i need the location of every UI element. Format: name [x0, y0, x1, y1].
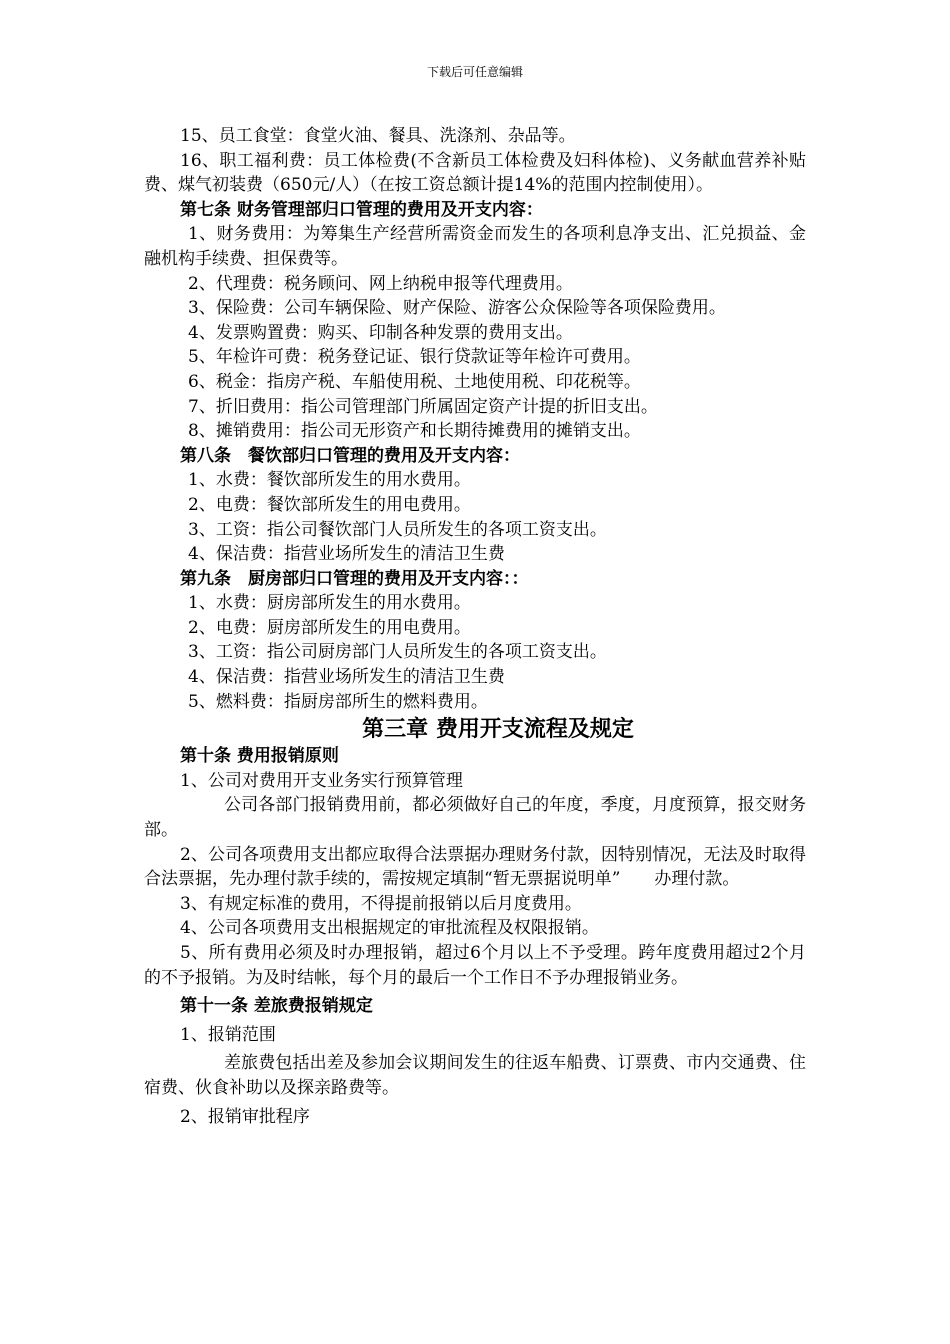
- page-header: 下载后可任意编辑: [426, 65, 523, 79]
- paragraph: 1、公司对费用开支业务实行预算管理: [180, 770, 463, 791]
- paragraph: 5、年检许可费：税务登记证、银行贷款证等年检许可费用。: [188, 347, 641, 368]
- article-heading: 第八条 餐饮部归口管理的费用及开支内容：: [180, 445, 520, 466]
- paragraph: 4、发票购置费：购买、印制各种发票的费用支出。: [188, 322, 573, 343]
- paragraph: 2、报销审批程序: [180, 1106, 310, 1127]
- paragraph: 7、折旧费用：指公司管理部门所属固定资产计提的折旧支出。: [188, 396, 658, 417]
- paragraph: 16、职工福利费：员工体检费(不含新员工体检费及妇科体检)、义务献血营养补贴费、煤气初装费（650元/人）（在按工资总额计提14%的范围内控制使用）。: [144, 150, 806, 196]
- paragraph: 3、工资：指公司餐饮部门人员所发生的各项工资支出。: [188, 519, 607, 540]
- paragraph: 5、所有费用必须及时办理报销，超过6个月以上不予受理。跨年度费用超过2个月的不予报销。为及时结帐，每个月的最后一个工作日不予办理报销业务。: [144, 943, 806, 988]
- article-heading: 第十一条 差旅费报销规定: [180, 996, 373, 1017]
- article-heading: 第九条 厨房部归口管理的费用及开支内容：：: [180, 568, 529, 589]
- paragraph: 3、有规定标准的费用，不得提前报销以后月度费用。: [180, 893, 582, 914]
- paragraph: 4、保洁费：指营业场所发生的清洁卫生费: [188, 667, 505, 688]
- article-heading: 第七条 财务管理部归口管理的费用及开支内容：: [180, 199, 543, 220]
- paragraph: 5、燃料费：指厨房部所生的燃料费用。: [188, 691, 488, 712]
- paragraph: 3、工资：指公司厨房部门人员所发生的各项工资支出。: [188, 642, 607, 663]
- paragraph: 差旅费包括出差及参加会议期间发生的往返车船费、订票费、市内交通费、住宿费、伙食补助以及探亲路费等。: [144, 1053, 806, 1098]
- article-heading: 第十条 费用报销原则: [180, 746, 339, 767]
- paragraph: 1、水费：餐饮部所发生的用水费用。: [188, 470, 471, 491]
- paragraph: 6、税金：指房产税、车船使用税、土地使用税、印花税等。: [188, 371, 641, 392]
- paragraph: 4、保洁费：指营业场所发生的清洁卫生费: [188, 544, 505, 565]
- paragraph: 2、代理费：税务顾问、网上纳税申报等代理费用。: [188, 273, 573, 294]
- paragraph: 15、员工食堂：食堂火油、餐具、洗涤剂、杂品等。: [180, 126, 576, 146]
- paragraph: 公司各部门报销费用前，都必须做好自己的年度，季度，月度预算，报交财务部。: [144, 795, 806, 841]
- paragraph: 1、财务费用：为筹集生产经营所需资金而发生的各项利息净支出、汇兑损益、金融机构手续费、担保费等。: [144, 224, 806, 269]
- paragraph: 2、电费：厨房部所发生的用电费用。: [188, 617, 471, 638]
- document-body: [144, 124, 806, 1129]
- paragraph: 2、电费：餐饮部所发生的用电费用。: [188, 494, 471, 515]
- paragraph: 4、公司各项费用支出根据规定的审批流程及权限报销。: [180, 918, 599, 939]
- paragraph: 2、公司各项费用支出都应取得合法票据办理财务付款，因特别情况，无法及时取得合法票据，先办理付款手续的，需按规定填制“暂无票据说明单” 办理付款。: [144, 844, 806, 890]
- paragraph: 3、保险费：公司车辆保险、财产保险、游客公众保险等各项保险费用。: [188, 298, 726, 319]
- chapter-title: 第三章 费用开支流程及规定: [362, 716, 634, 743]
- paragraph: 1、水费：厨房部所发生的用水费用。: [188, 593, 471, 614]
- paragraph: 1、报销范围: [180, 1024, 276, 1045]
- paragraph: 8、摊销费用：指公司无形资产和长期待摊费用的摊销支出。: [188, 421, 641, 442]
